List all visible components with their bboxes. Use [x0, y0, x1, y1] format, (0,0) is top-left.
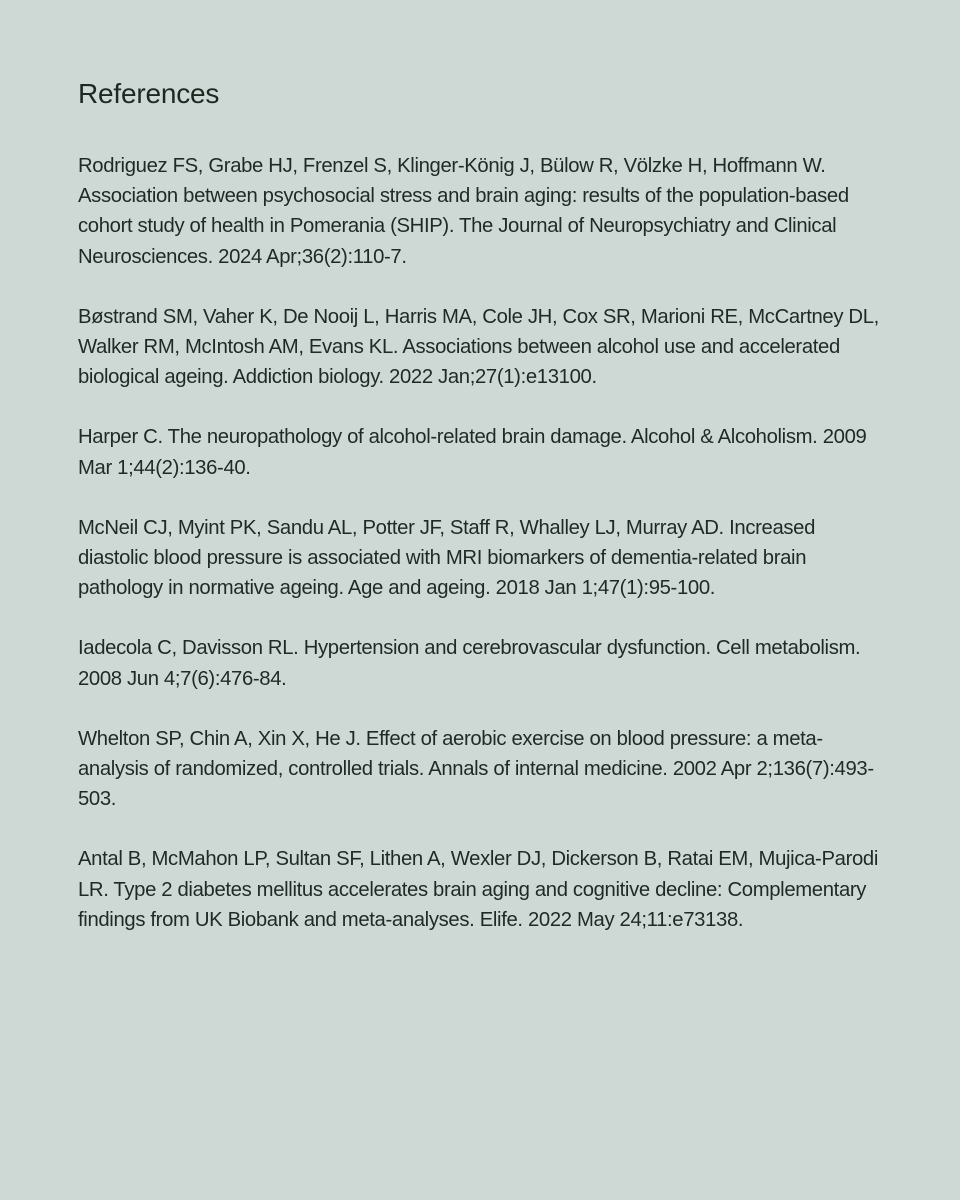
reference-item: McNeil CJ, Myint PK, Sandu AL, Potter JF, Staff R, Whalley LJ, Murray AD. Increased diastolic blood pressure is associated with MRI biomarkers of dementia-related brain pathology in normative ageing. Age and ageing. 2018 Jan 1;47(1):95-100. — [78, 516, 816, 600]
reference-item: Harper C. The neuropathology of alcohol-related brain damage. Alcohol & Alcoholism. 2009 Mar 1;44(2):136-40. — [78, 426, 867, 479]
reference-item: Bøstrand SM, Vaher K, De Nooij L, Harris MA, Cole JH, Cox SR, Marioni RE, McCartney DL, Walker RM, McIntosh AM, Evans KL. Associations between alcohol use and accelerated biological ageing. Addiction biology. 2022 Jan;27(1):e13100. — [78, 305, 879, 389]
page-title: References — [78, 78, 220, 109]
reference-item: Rodriguez FS, Grabe HJ, Frenzel S, Klinger-König J, Bülow R, Völzke H, Hoffmann W. Association between psychosocial stress and brain aging: results of the population-based cohort study of health in Pomerania (SHIP). The Journal of Neuropsychiatry and Clinical Neurosciences. 2024 Apr;36(2):110-7. — [78, 155, 849, 268]
reference-item: Antal B, McMahon LP, Sultan SF, Lithen A, Wexler DJ, Dickerson B, Ratai EM, Mujica-Parodi LR. Type 2 diabetes mellitus accelerates brain aging and cognitive decline: Complementary findings from UK Biobank and meta-analyses. Elife. 2022 May 24;11:e73138. — [78, 848, 878, 931]
reference-item: Iadecola C, Davisson RL. Hypertension and cerebrovascular dysfunction. Cell metabolism. 2008 Jun 4;7(6):476-84. — [78, 637, 861, 690]
reference-item: Whelton SP, Chin A, Xin X, He J. Effect of aerobic exercise on blood pressure: a meta-analysis of randomized, controlled trials. Annals of internal medicine. 2002 Apr 2;136(7):493-503. — [78, 727, 874, 811]
reference-list — [78, 151, 886, 935]
